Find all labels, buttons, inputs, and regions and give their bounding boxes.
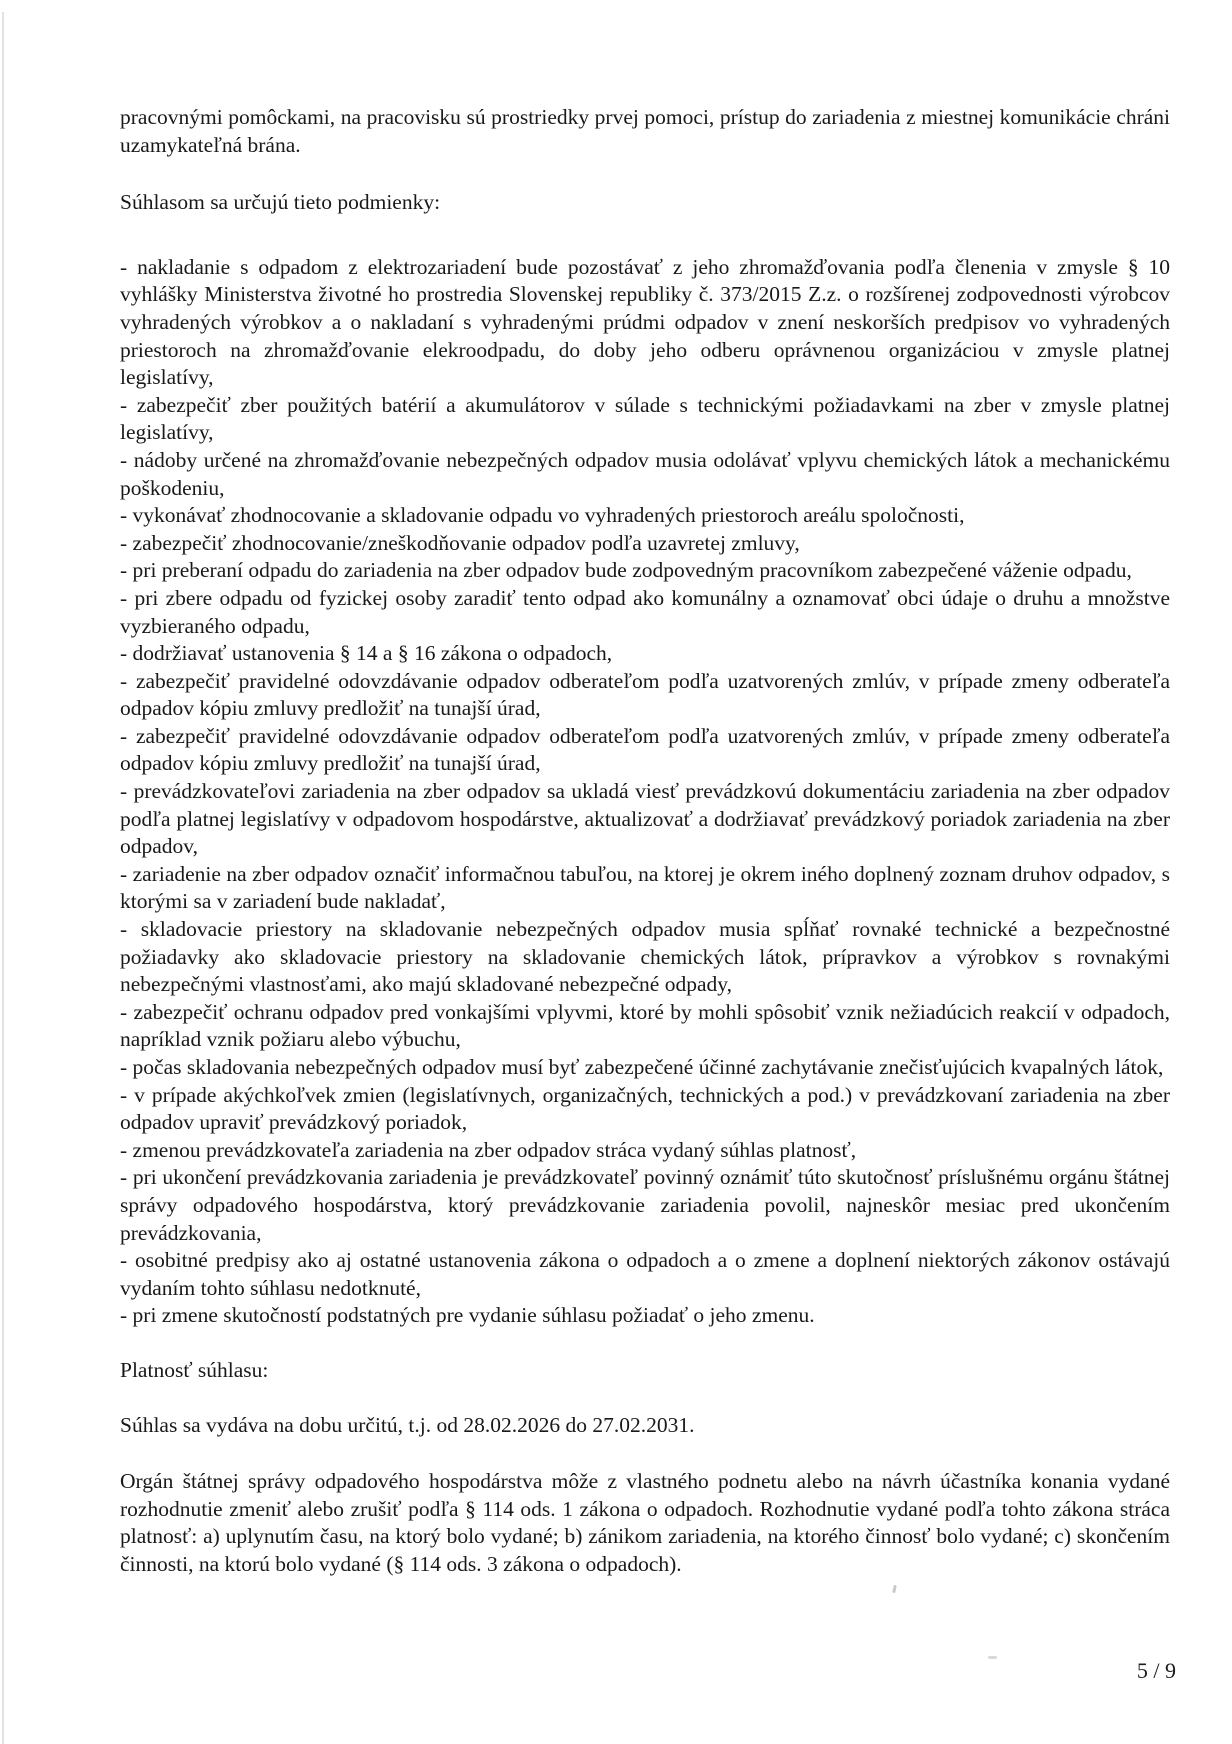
validity-text: Súhlas sa vydáva na dobu určitú, t.j. od 28.02.2026 do 27.02.2031. [120,1412,695,1437]
condition-item: - zabezpečiť zhodnocovanie/zneškodňovanie odpadov podľa uzavretej zmluvy, [120,530,800,555]
conditions-heading: Súhlasom sa určujú tieto podmienky: [120,190,441,215]
condition-item: - zabezpečiť pravidelné odovzdávanie odpadov odberateľom podľa uzatvorených zmlúv, v prípade zmeny odberateľa odpadov kópiu zmluvy predložiť na tunajší úrad, [120,723,1170,776]
condition-item: - prevádzkovateľovi zariadenia na zber odpadov sa ukladá viesť prevádzkovú dokumentáciu zariadenia na zber odpadov podľa platnej legislatívy v odpadovom hospodárstve, aktualizovať a dodržiavať prevádzkový poriadok zariadenia na zber odpadov, [120,779,1170,859]
condition-item: - skladovacie priestory na skladovanie nebezpečných odpadov musia spĺňať rovnaké technické a bezpečnostné požiadavky ako skladovacie priestory na skladovanie chemických látok, prípravkov a výrobkov s rovnakými nebezpečnými vlastnosťami, ako majú skladované nebezpečné odpady, [120,917,1170,997]
validity-heading: Platnosť súhlasu: [120,1357,269,1382]
condition-item: - zmenou prevádzkovateľa zariadenia na zber odpadov stráca vydaný súhlas platnosť, [120,1137,857,1162]
condition-item: - nádoby určené na zhromažďovanie nebezpečných odpadov musia odolávať vplyvu chemických látok a mechanickému poškodeniu, [120,447,1170,500]
condition-item: - nakladanie s odpadom z elektrozariadení bude pozostávať z jeho zhromažďovania podľa členenia v zmysle § 10 vyhlášky Ministerstva životné ho prostredia Slovenskej republiky č. 373/2015 Z.z. o rozšírenej zodpovednosti výrobcov vyhradených výrobkov a o nakladaní s vyhradenými prúdmi odpadov v znení neskorších predpisov vo vyhradených priestoroch na zhromažďovanie elekroodpadu, do doby jeho odberu oprávnenou organizáciou v zmysle platnej legislatívy, [120,254,1170,390]
closing-paragraph: Orgán štátnej správy odpadového hospodárstva môže z vlastného podnetu alebo na návrh účastníka konania vydané rozhodnutie zmeniť alebo zrušiť podľa § 114 ods. 1 zákona o odpadoch. Rozhodnutie vydané podľa tohto zákona stráca platnosť: a) uplynutím času, na ktorý bolo vydané; b) zánikom zariadenia, na ktorého činnosť bolo vydané; c) skončením činnosti, na ktorú bolo vydané (§ 114 ods. 3 zákona o odpadoch). [120,1469,1170,1576]
scan-edge-line [2,12,4,1744]
scan-artifact [988,1656,997,1659]
document-content [120,104,1170,1579]
condition-item: - pri zmene skutočností podstatných pre vydanie súhlasu požiadať o jeho zmenu. [120,1303,815,1328]
condition-item: - dodržiavať ustanovenia § 14 a § 16 zákona o odpadoch, [120,641,613,666]
condition-item: - pri preberaní odpadu do zariadenia na zber odpadov bude zodpovedným pracovníkom zabezpečené váženie odpadu, [120,558,1132,583]
condition-item: - počas skladovania nebezpečných odpadov musí byť zabezpečené účinné zachytávanie znečisťujúcich kvapalných látok, [120,1055,1164,1079]
page-number: 5 / 9 [1136,1658,1176,1683]
scan-artifact [892,1585,897,1593]
condition-item: - vykonávať zhodnocovanie a skladovanie odpadu vo vyhradených priestoroch areálu spoločnosti, [120,503,965,528]
condition-item: - pri ukončení prevádzkovania zariadenia je prevádzkovateľ povinný oznámiť túto skutočnosť príslušnému orgánu štátnej správy odpadového hospodárstva, ktorý prevádzkovanie zariadenia povolil, najneskôr mesiac pred ukončením prevádzkovania, [120,1165,1170,1245]
conditions-list [120,254,1170,1330]
intro-paragraph: pracovnými pomôckami, na pracovisku sú prostriedky prvej pomoci, prístup do zariadenia z miestnej komunikácie chráni uzamykateľná brána. [120,105,1170,157]
condition-item: - v prípade akýchkoľvek zmien (legislatívnych, organizačných, technických a pod.) v prevádzkovaní zariadenia na zber odpadov upraviť prevádzkový poriadok, [120,1082,1170,1135]
condition-item: - zabezpečiť ochranu odpadov pred vonkajšími vplyvmi, ktoré by mohli spôsobiť vznik nežiadúcich reakcií v odpadoch, napríklad vznik požiaru alebo výbuchu, [120,999,1170,1052]
condition-item: - zabezpečiť pravidelné odovzdávanie odpadov odberateľom podľa uzatvorených zmlúv, v prípade zmeny odberateľa odpadov kópiu zmluvy predložiť na tunajší úrad, [120,668,1170,721]
condition-item: - zariadenie na zber odpadov označiť informačnou tabuľou, na ktorej je okrem iného doplnený zoznam druhov odpadov, s ktorými sa v zariadení bude nakladať, [120,861,1170,914]
condition-item: - osobitné predpisy ako aj ostatné ustanovenia zákona o odpadoch a o zmene a doplnení niektorých zákonov ostávajú vydaním tohto súhlasu nedotknuté, [120,1248,1170,1300]
condition-item: - zabezpečiť zber použitých batérií a akumulátorov v súlade s technickými požiadavkami na zber v zmysle platnej legislatívy, [120,392,1170,445]
condition-item: - pri zbere odpadu od fyzickej osoby zaradiť tento odpad ako komunálny a oznamovať obci údaje o druhu a množstve vyzbieraného odpadu, [120,585,1170,638]
